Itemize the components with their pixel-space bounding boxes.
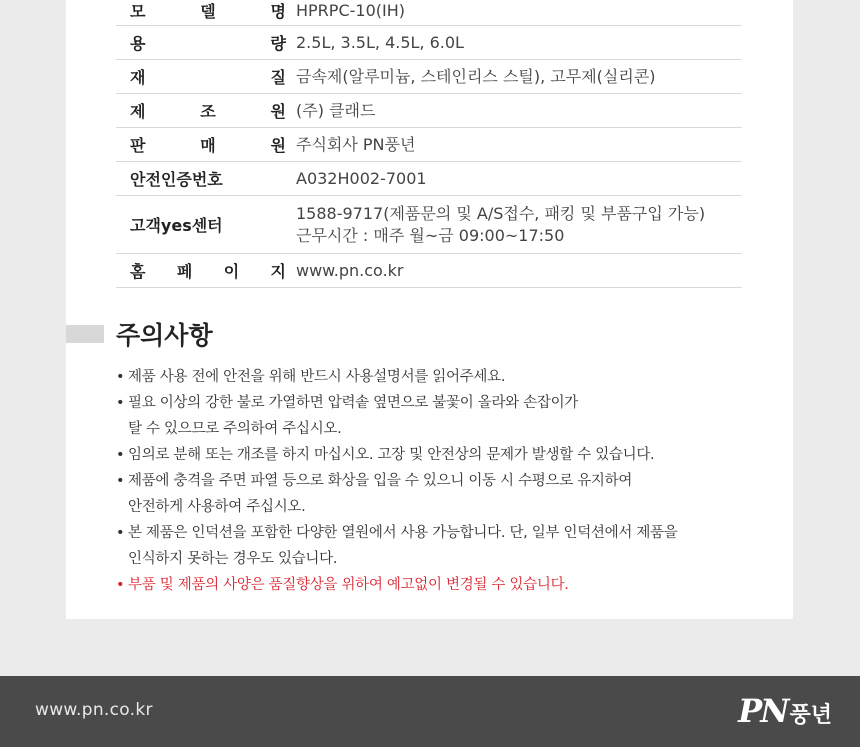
product-info-card (66, 0, 793, 619)
spec-row (116, 94, 742, 128)
bullet-icon: • (116, 577, 125, 593)
spec-label-char: 량 (270, 34, 286, 53)
spec-label-char: 페 (176, 262, 193, 281)
spec-value (296, 66, 742, 88)
bullet-icon: • (116, 525, 125, 541)
spec-label-char: 이 (223, 262, 240, 281)
spec-value-line: 근무시간 : 매주 월~금 09:00~17:50 (296, 225, 565, 245)
notice-line: 인식하지 못하는 경우도 있습니다. (128, 551, 338, 567)
spec-label-char: 조 (200, 102, 216, 121)
spec-label (116, 213, 296, 236)
bullet-icon: • (116, 447, 125, 463)
spec-label (116, 167, 296, 190)
spec-value-line: 1588-9717(제품문의 및 A/S접수, 패킹 및 부품구입 가능) (296, 203, 706, 223)
spec-row (116, 60, 742, 94)
spec-value[interactable] (296, 260, 742, 282)
notice-item (116, 468, 776, 520)
spec-value-line: 주식회사 PN풍년 (296, 134, 416, 154)
spec-row (116, 162, 742, 196)
notice-item (116, 442, 776, 468)
bullet-icon: • (116, 395, 125, 411)
notice-line: 부품 및 제품의 사양은 품질향상을 위하여 예고없이 변경될 수 있습니다. (128, 577, 569, 593)
spec-value (296, 134, 742, 156)
spec-value-line: www.pn.co.kr (296, 260, 404, 280)
notice-item (116, 520, 776, 572)
notice-item (116, 390, 776, 442)
spec-label-char: 원 (270, 136, 286, 155)
spec-label-char: 용 (130, 34, 146, 53)
spec-label (116, 31, 296, 54)
notice-line: 필요 이상의 강한 불로 가열하면 압력솥 옆면으로 불꽃이 올라와 손잡이가 (128, 395, 578, 411)
spec-value-line: (주) 클래드 (296, 100, 376, 120)
spec-label (116, 65, 296, 88)
notice-title: 주의사항 (116, 321, 213, 350)
notice-warning-item (116, 572, 776, 598)
notice-line: 제품 사용 전에 안전을 위해 반드시 사용설명서를 읽어주세요. (128, 369, 506, 385)
spec-table (116, 0, 742, 288)
spec-value (296, 100, 742, 122)
spec-label-char: 질 (270, 68, 286, 87)
spec-value (296, 203, 742, 247)
spec-value-line: 금속제(알루미늄, 스테인리스 스틸), 고무제(실리콘) (296, 66, 656, 86)
notice-line: 안전하게 사용하여 주십시오. (128, 499, 306, 515)
spec-row (116, 128, 742, 162)
spec-value (296, 32, 742, 54)
notice-line: 임의로 분해 또는 개조를 하지 마십시오. 고장 및 안전상의 문제가 발생할 수 있습니다. (128, 447, 655, 463)
logo-korean: 풍년 (789, 703, 832, 728)
spec-label-char: 명 (270, 2, 286, 21)
spec-value-line: 2.5L, 3.5L, 4.5L, 6.0L (296, 32, 464, 52)
spec-label-char: 제 (130, 102, 146, 121)
spec-label-char: 홈 (130, 262, 146, 281)
spec-label-char: 지 (270, 262, 286, 281)
bullet-icon: • (116, 369, 125, 385)
spec-row (116, 196, 742, 254)
spec-value (296, 0, 742, 22)
logo-latin: PN (738, 692, 788, 730)
spec-label-char: 델 (200, 2, 216, 21)
spec-label (116, 99, 296, 122)
spec-label (116, 133, 296, 156)
spec-row (116, 26, 742, 60)
spec-label-char: 안전인증번호 (130, 170, 223, 189)
spec-label-char: 재 (130, 68, 146, 87)
section-accent-bar (66, 325, 104, 343)
notice-line: 제품에 충격을 주면 파열 등으로 화상을 입을 수 있으니 이동 시 수평으로 유지하여 (128, 473, 633, 489)
notice-list (116, 364, 776, 598)
spec-row (116, 254, 742, 288)
pn-logo (738, 692, 832, 730)
spec-row (116, 0, 742, 26)
footer-url[interactable]: www.pn.co.kr (35, 700, 153, 720)
spec-label (116, 259, 296, 282)
notice-line: 탈 수 있으므로 주의하여 주십시오. (128, 421, 342, 437)
spec-label-char: 매 (200, 136, 216, 155)
spec-label-char: 판 (130, 136, 146, 155)
bullet-icon: • (116, 473, 125, 489)
spec-label-char: 원 (270, 102, 286, 121)
footer (0, 676, 860, 747)
notice-item (116, 364, 776, 390)
spec-value (296, 168, 742, 190)
spec-label-char: 고객yes센터 (130, 216, 223, 235)
notice-line: 본 제품은 인덕션을 포함한 다양한 열원에서 사용 가능합니다. 단, 일부 인덕션에서 제품을 (128, 525, 678, 541)
spec-label (116, 0, 296, 22)
spec-value-line: A032H002-7001 (296, 168, 427, 188)
spec-label-char: 모 (130, 2, 146, 21)
spec-value-line: HPRPC-10(IH) (296, 0, 405, 20)
